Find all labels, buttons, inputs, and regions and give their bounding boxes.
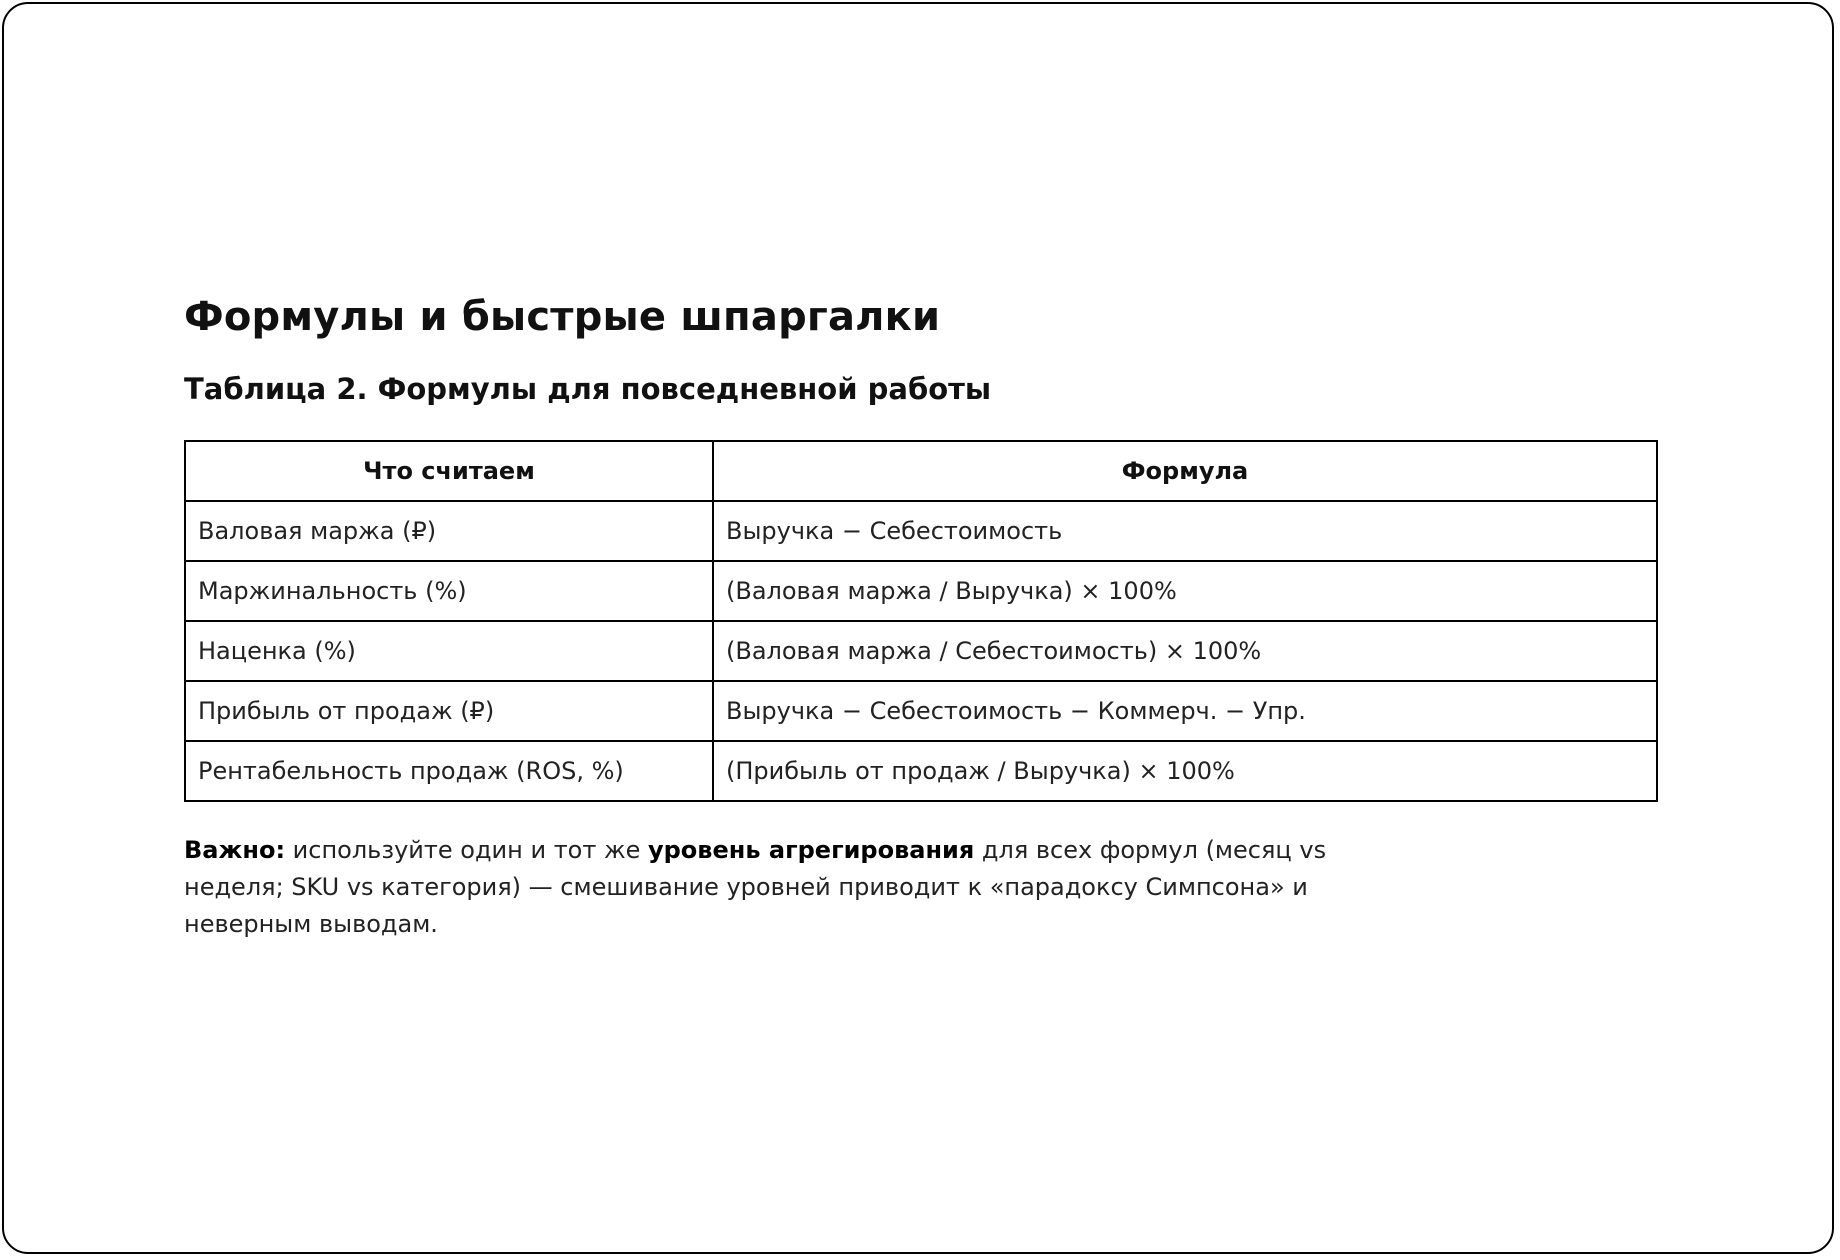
row-metric: Маржинальность (%) (185, 561, 713, 621)
document-content (184, 294, 1656, 967)
row-formula: (Валовая маржа / Выручка) × 100% (713, 561, 1657, 621)
page-title: Формулы и быстрые шпаргалки (184, 294, 941, 340)
row-formula: Выручка − Себестоимость − Коммерч. − Упр. (713, 681, 1657, 741)
table-row (185, 501, 1657, 561)
table-row (185, 561, 1657, 621)
formulas-table (184, 440, 1658, 802)
note-emphasis: уровень агрегирования (647, 836, 975, 864)
row-metric: Прибыль от продаж (₽) (185, 681, 713, 741)
note-text-2: для всех формул (месяц vs неделя; SKU vs категория) — смешивание уровней приводит к «парадоксу Симпсона» и неверным выводам. (184, 836, 1327, 938)
row-formula: (Валовая маржа / Себестоимость) × 100% (713, 621, 1657, 681)
row-metric: Рентабельность продаж (ROS, %) (185, 741, 713, 801)
header-formula: Формула (713, 441, 1657, 501)
table-header-row (185, 441, 1657, 501)
row-formula: Выручка − Себестоимость (713, 501, 1657, 561)
table-caption: Таблица 2. Формулы для повседневной работы (184, 372, 992, 406)
table-row (185, 681, 1657, 741)
table-row (185, 741, 1657, 801)
note-text-1: используйте один и тот же (285, 836, 648, 864)
page-frame (2, 2, 1834, 1254)
row-metric: Валовая маржа (₽) (185, 501, 713, 561)
header-what: Что считаем (185, 441, 713, 501)
table-row (185, 621, 1657, 681)
row-formula: (Прибыль от продаж / Выручка) × 100% (713, 741, 1657, 801)
note-lead: Важно: (184, 836, 286, 864)
row-metric: Наценка (%) (185, 621, 713, 681)
important-note (184, 832, 1424, 943)
